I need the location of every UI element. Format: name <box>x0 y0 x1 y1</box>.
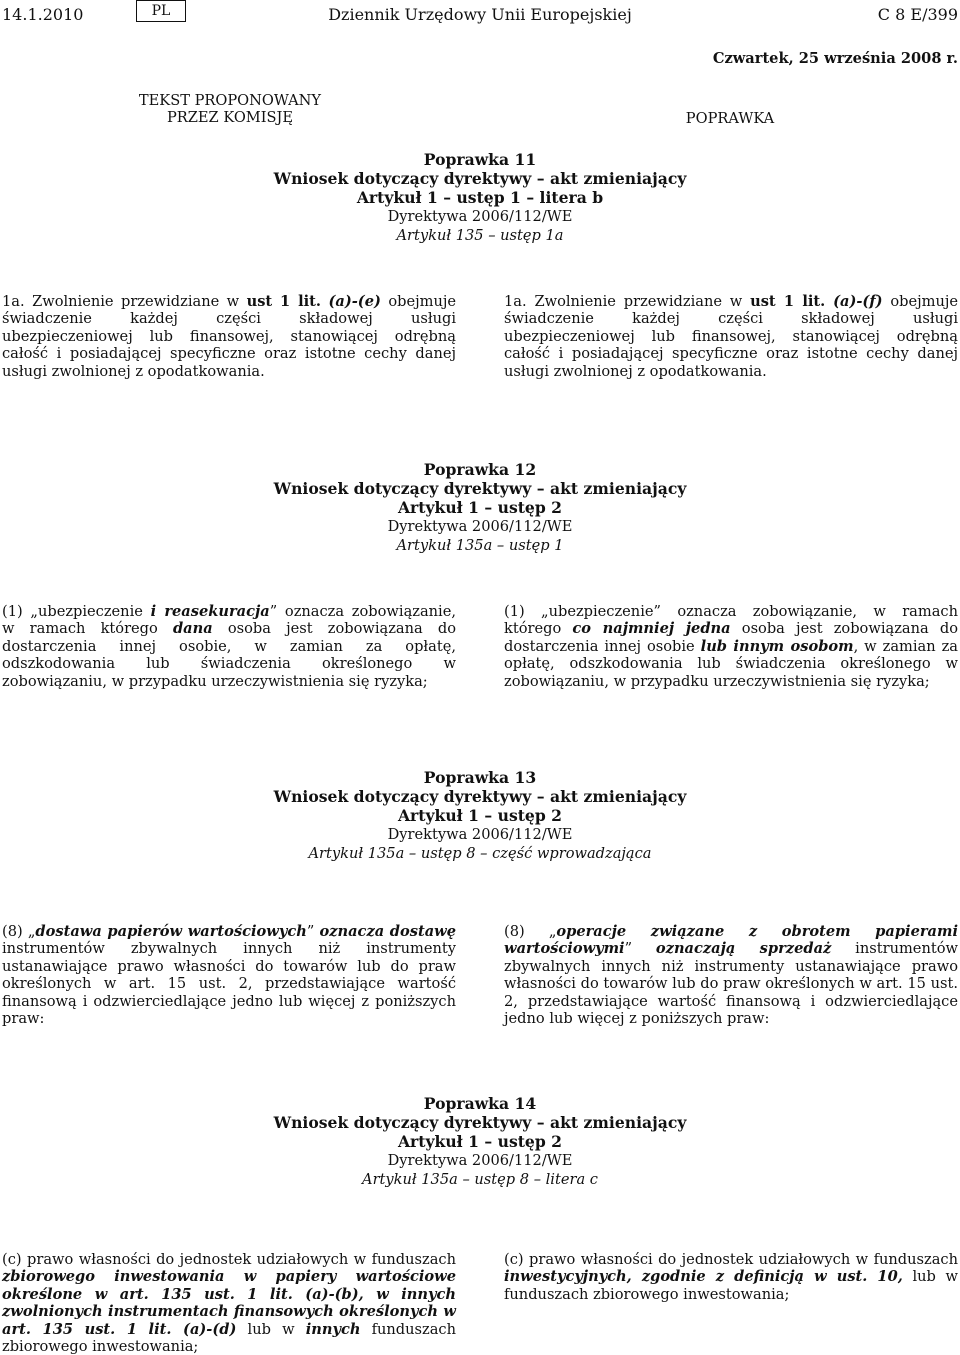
left-column-heading: TEKST PROPONOWANY PRZEZ KOMISJĘ <box>138 92 322 127</box>
article-line: Artykuł 1 – ustęp 1 – litera b <box>356 188 604 207</box>
amendment-14-heading <box>0 1094 960 1189</box>
amendment-11-amendment-text: 1a. Zwolnienie przewidziane w ust 1 lit. (a)-(f) obejmuje świadczenie każdej części składowej usługi ubezpieczeniowej lub finansowej, stanowiącej odrębną całość i posiadającej specyficzne oraz istotne cechy danej usługi zwolnionej z opodatkowania. <box>504 293 959 380</box>
target-line: Artykuł 135a – ustęp 1 <box>396 537 564 554</box>
page-reference: C 8 E/399 <box>877 5 958 24</box>
target-line: Artykuł 135a – ustęp 8 – litera c <box>362 1171 598 1188</box>
target-line: Artykuł 135a – ustęp 8 – część wprowadzająca <box>308 845 652 862</box>
amendment-13-commission-text: (8) „dostawa papierów wartościowych” oznacza dostawę instrumentów zbywalnych innych niż instrumenty ustanawiające prawo własności do towarów lub do praw określonych w art. 15 ust. 2, przedstawiające wartość finansową i odzwierciedlające jedno lub więcej z poniższych praw: <box>2 923 457 1028</box>
amendment-12-amendment-text: (1) „ubezpieczenie” oznacza zobowiązanie, w ramach którego co najmniej jedna osoba jest zobowiązana do dostarczenia innej osobie lub innym osobom, w zamian za opłatę, odszkodowania lub świadczenia określonego w zobowiązaniu, w przypadku urzeczywistnienia się ryzyka; <box>504 603 958 690</box>
sitting-date: Czwartek, 25 września 2008 r. <box>712 50 958 67</box>
amendment-title: Poprawka 11 <box>423 150 537 169</box>
amendment-12-heading <box>0 460 960 555</box>
amendment-11-heading <box>0 150 960 245</box>
amendment-title: Poprawka 13 <box>423 768 537 787</box>
amendment-14-commission-text: (c) prawo własności do jednostek udziałowych w funduszach zbiorowego inwestowania w papiery wartościowe określone w art. 135 ust. 1 lit. (a)-(b), w innych zwolnionych instrumentach finansowych określonych w art. 135 ust. 1 lit. (a)-(d) lub w innych funduszach zbiorowego inwestowania; <box>2 1251 456 1355</box>
directive-line: Dyrektywa 2006/112/WE <box>387 1152 573 1169</box>
proposal-line: Wniosek dotyczący dyrektywy – akt zmieniający <box>273 169 687 188</box>
directive-line: Dyrektywa 2006/112/WE <box>387 208 573 225</box>
article-line: Artykuł 1 – ustęp 2 <box>397 498 563 517</box>
directive-line: Dyrektywa 2006/112/WE <box>387 518 573 535</box>
article-line: Artykuł 1 – ustęp 2 <box>397 1132 563 1151</box>
target-line: Artykuł 135 – ustęp 1a <box>396 227 564 244</box>
directive-line: Dyrektywa 2006/112/WE <box>387 826 573 843</box>
language-code-box: PL <box>136 0 186 22</box>
amendment-title: Poprawka 12 <box>423 460 537 479</box>
amendment-title: Poprawka 14 <box>423 1094 537 1113</box>
right-column-heading: POPRAWKA <box>685 110 775 127</box>
journal-title: Dziennik Urzędowy Unii Europejskiej <box>328 5 632 24</box>
article-line: Artykuł 1 – ustęp 2 <box>397 806 563 825</box>
amendment-14-amendment-text: (c) prawo własności do jednostek udziałowych w funduszach inwestycyjnych, zgodnie z definicją w ust. 10, lub w funduszach zbiorowego inwestowania; <box>504 1251 958 1303</box>
proposal-line: Wniosek dotyczący dyrektywy – akt zmieniający <box>273 1113 687 1132</box>
amendment-12-commission-text: (1) „ubezpieczenie i reasekuracja” oznacza zobowiązanie, w ramach którego dana osoba jest zobowiązana do dostarczenia innej osobie, w zamian za opłatę, odszkodowania lub świadczenia określonego w zobowiązaniu, w przypadku urzeczywistnienia się ryzyka; <box>2 603 456 690</box>
amendment-13-heading <box>0 768 960 863</box>
amendment-13-amendment-text: (8) „operacje związane z obrotem papierami wartościowymi” oznaczają sprzedaż instrumentów zbywalnych innych niż instrumenty ustanawiające prawo własności do towarów lub do praw określonych w art. 15 ust. 2, przedstawiające wartość finansową i odzwierciedlające jedno lub więcej z poniższych praw: <box>504 923 958 1028</box>
page-header <box>0 0 960 28</box>
amendment-11-commission-text: 1a. Zwolnienie przewidziane w ust 1 lit. (a)-(e) obejmuje świadczenie każdej części składowej usługi ubezpieczeniowej lub finansowej, stanowiącej odrębną całość i posiadającej specyficzne oraz istotne cechy danej usługi zwolnionej z opodatkowania. <box>2 293 457 380</box>
proposal-line: Wniosek dotyczący dyrektywy – akt zmieniający <box>273 787 687 806</box>
proposal-line: Wniosek dotyczący dyrektywy – akt zmieniający <box>273 479 687 498</box>
publication-date: 14.1.2010 <box>2 5 84 24</box>
